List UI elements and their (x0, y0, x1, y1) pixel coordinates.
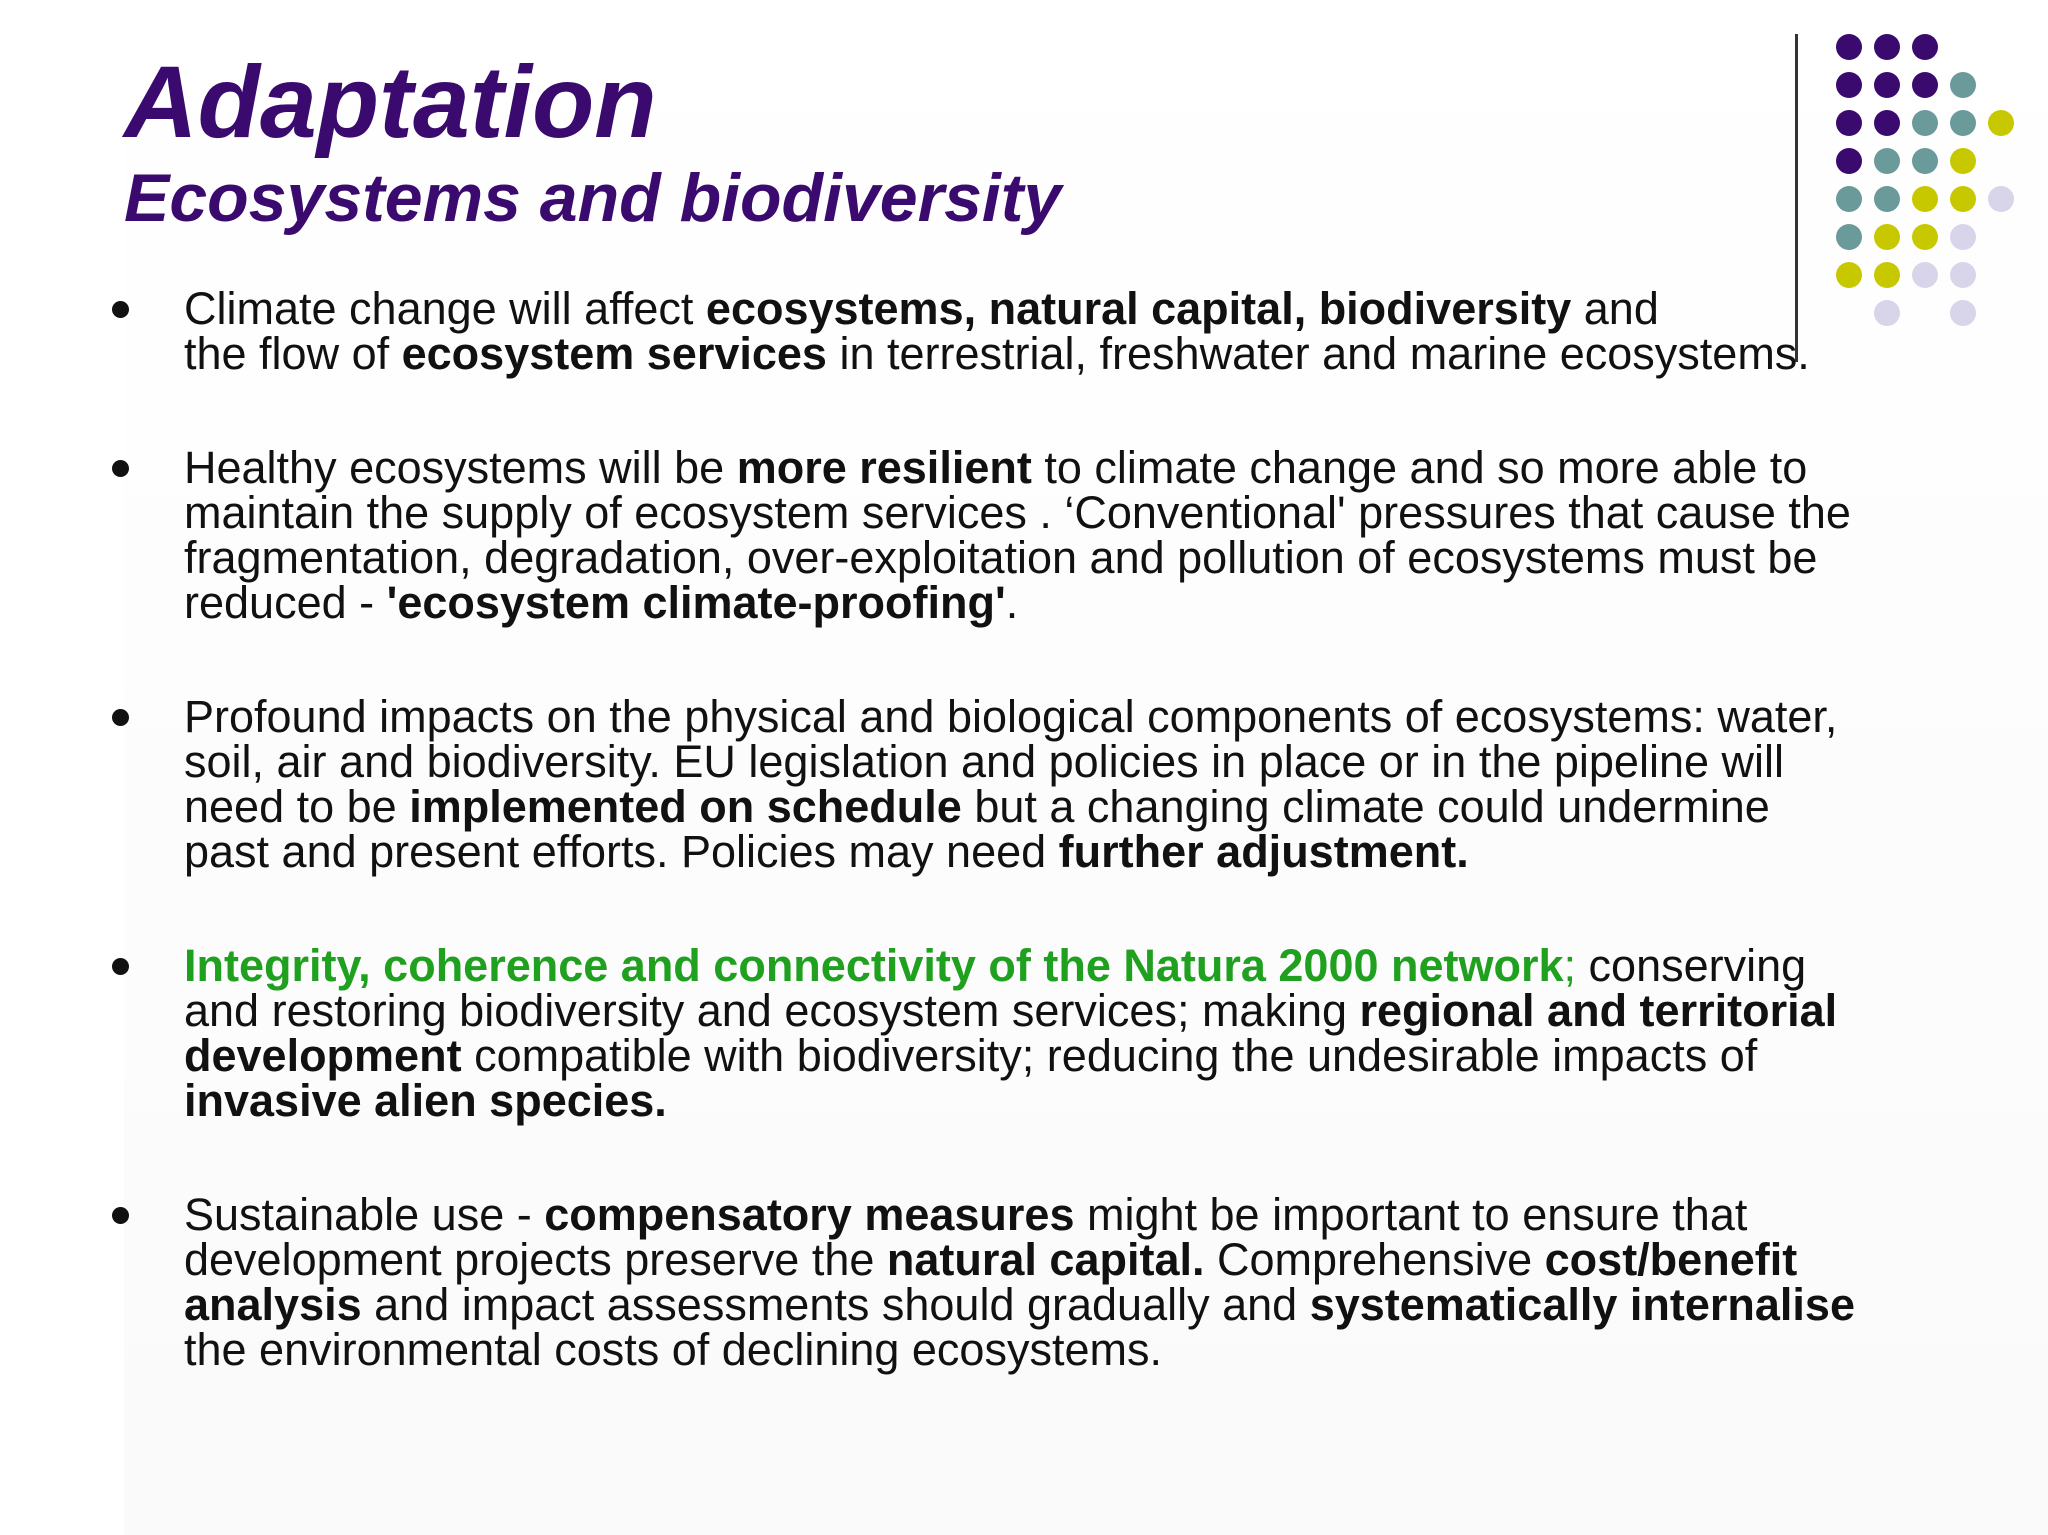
title-block (124, 46, 1061, 238)
text-run: to climate change and so more able to (1031, 442, 1808, 493)
bullet-marker (112, 709, 129, 726)
bullet-item (100, 442, 1980, 628)
text-run-bold: ecosystems, natural capital, biodiversity (705, 283, 1572, 334)
text-run: Comprehensive (1204, 1234, 1545, 1285)
text-run-bold: compensatory measures (544, 1189, 1075, 1240)
bullet-marker (112, 1207, 129, 1224)
text-run: fragmentation, degradation, over-exploitation and pollution of ecosystems must be (184, 532, 1818, 583)
bullet-item (100, 283, 1980, 379)
text-run: need to be (184, 781, 410, 832)
text-run: compatible with biodiversity; reducing the undesirable impacts of (461, 1030, 1758, 1081)
text-run: Sustainable use - (184, 1189, 545, 1240)
text-run: Healthy ecosystems will be (184, 442, 737, 493)
text-run: soil, air and biodiversity. EU legislation and policies in place or in the pipeline will (184, 736, 1785, 787)
text-run-bold: implemented on schedule (409, 781, 962, 832)
bullet-marker (112, 301, 129, 318)
text-run-bold: 'ecosystem climate-proofing' (386, 577, 1006, 628)
text-run-bold: natural capital. (886, 1234, 1205, 1285)
bullet-item (100, 691, 1980, 877)
text-run-bold: analysis (184, 1279, 362, 1330)
text-run-highlight: ; (1563, 940, 1577, 991)
text-run: reduced - (184, 577, 387, 628)
bullet-marker (112, 958, 129, 975)
text-run: might be important to ensure that (1074, 1189, 1748, 1240)
text-run: development projects preserve the (184, 1234, 887, 1285)
text-run-bold: invasive alien species. (184, 1075, 667, 1126)
text-run: conserving (1576, 940, 1807, 991)
text-run-bold: regional and territorial (1359, 985, 1838, 1036)
bullet-text (184, 283, 1810, 379)
slide-title: Adaptation (124, 45, 657, 159)
bullet-marker (112, 460, 129, 477)
bullet-text (184, 1189, 1855, 1375)
text-run: but a changing climate could undermine (961, 781, 1770, 832)
text-run: . (1005, 577, 1019, 628)
text-run-bold: development (184, 1030, 462, 1081)
text-run: Climate change will affect (184, 283, 706, 334)
text-run: and (1571, 283, 1659, 334)
text-run-bold: cost/benefit (1544, 1234, 1798, 1285)
text-run: the environmental costs of declining ecosystems. (184, 1324, 1162, 1375)
text-run-bold: more resilient (736, 442, 1032, 493)
bullet-text (184, 691, 1837, 877)
text-run-bold: further adjustment. (1058, 826, 1469, 877)
text-run-bold: systematically internalise (1309, 1279, 1855, 1330)
text-run: Profound impacts on the physical and biological components of ecosystems: water, (184, 691, 1838, 742)
bullet-item (100, 1189, 1980, 1375)
bullet-text (184, 940, 1837, 1126)
text-run: maintain the supply of ecosystem services . ‘Conventional' pressures that cause the (184, 487, 1851, 538)
bullet-list (100, 283, 1980, 1441)
text-run-highlight: Integrity, coherence and connectivity of the Natura 2000 network (184, 940, 1564, 991)
text-run: past and present efforts. Policies may need (184, 826, 1059, 877)
bullet-text (184, 442, 1851, 628)
text-run: and impact assessments should gradually and (361, 1279, 1310, 1330)
text-run: and restoring biodiversity and ecosystem services; making (184, 985, 1360, 1036)
text-run: the flow of (184, 328, 402, 379)
slide-subtitle: Ecosystems and biodiversity (124, 160, 1062, 236)
text-run: in terrestrial, freshwater and marine ecosystems. (826, 328, 1810, 379)
bullet-item (100, 940, 1980, 1126)
text-run-bold: ecosystem services (401, 328, 827, 379)
